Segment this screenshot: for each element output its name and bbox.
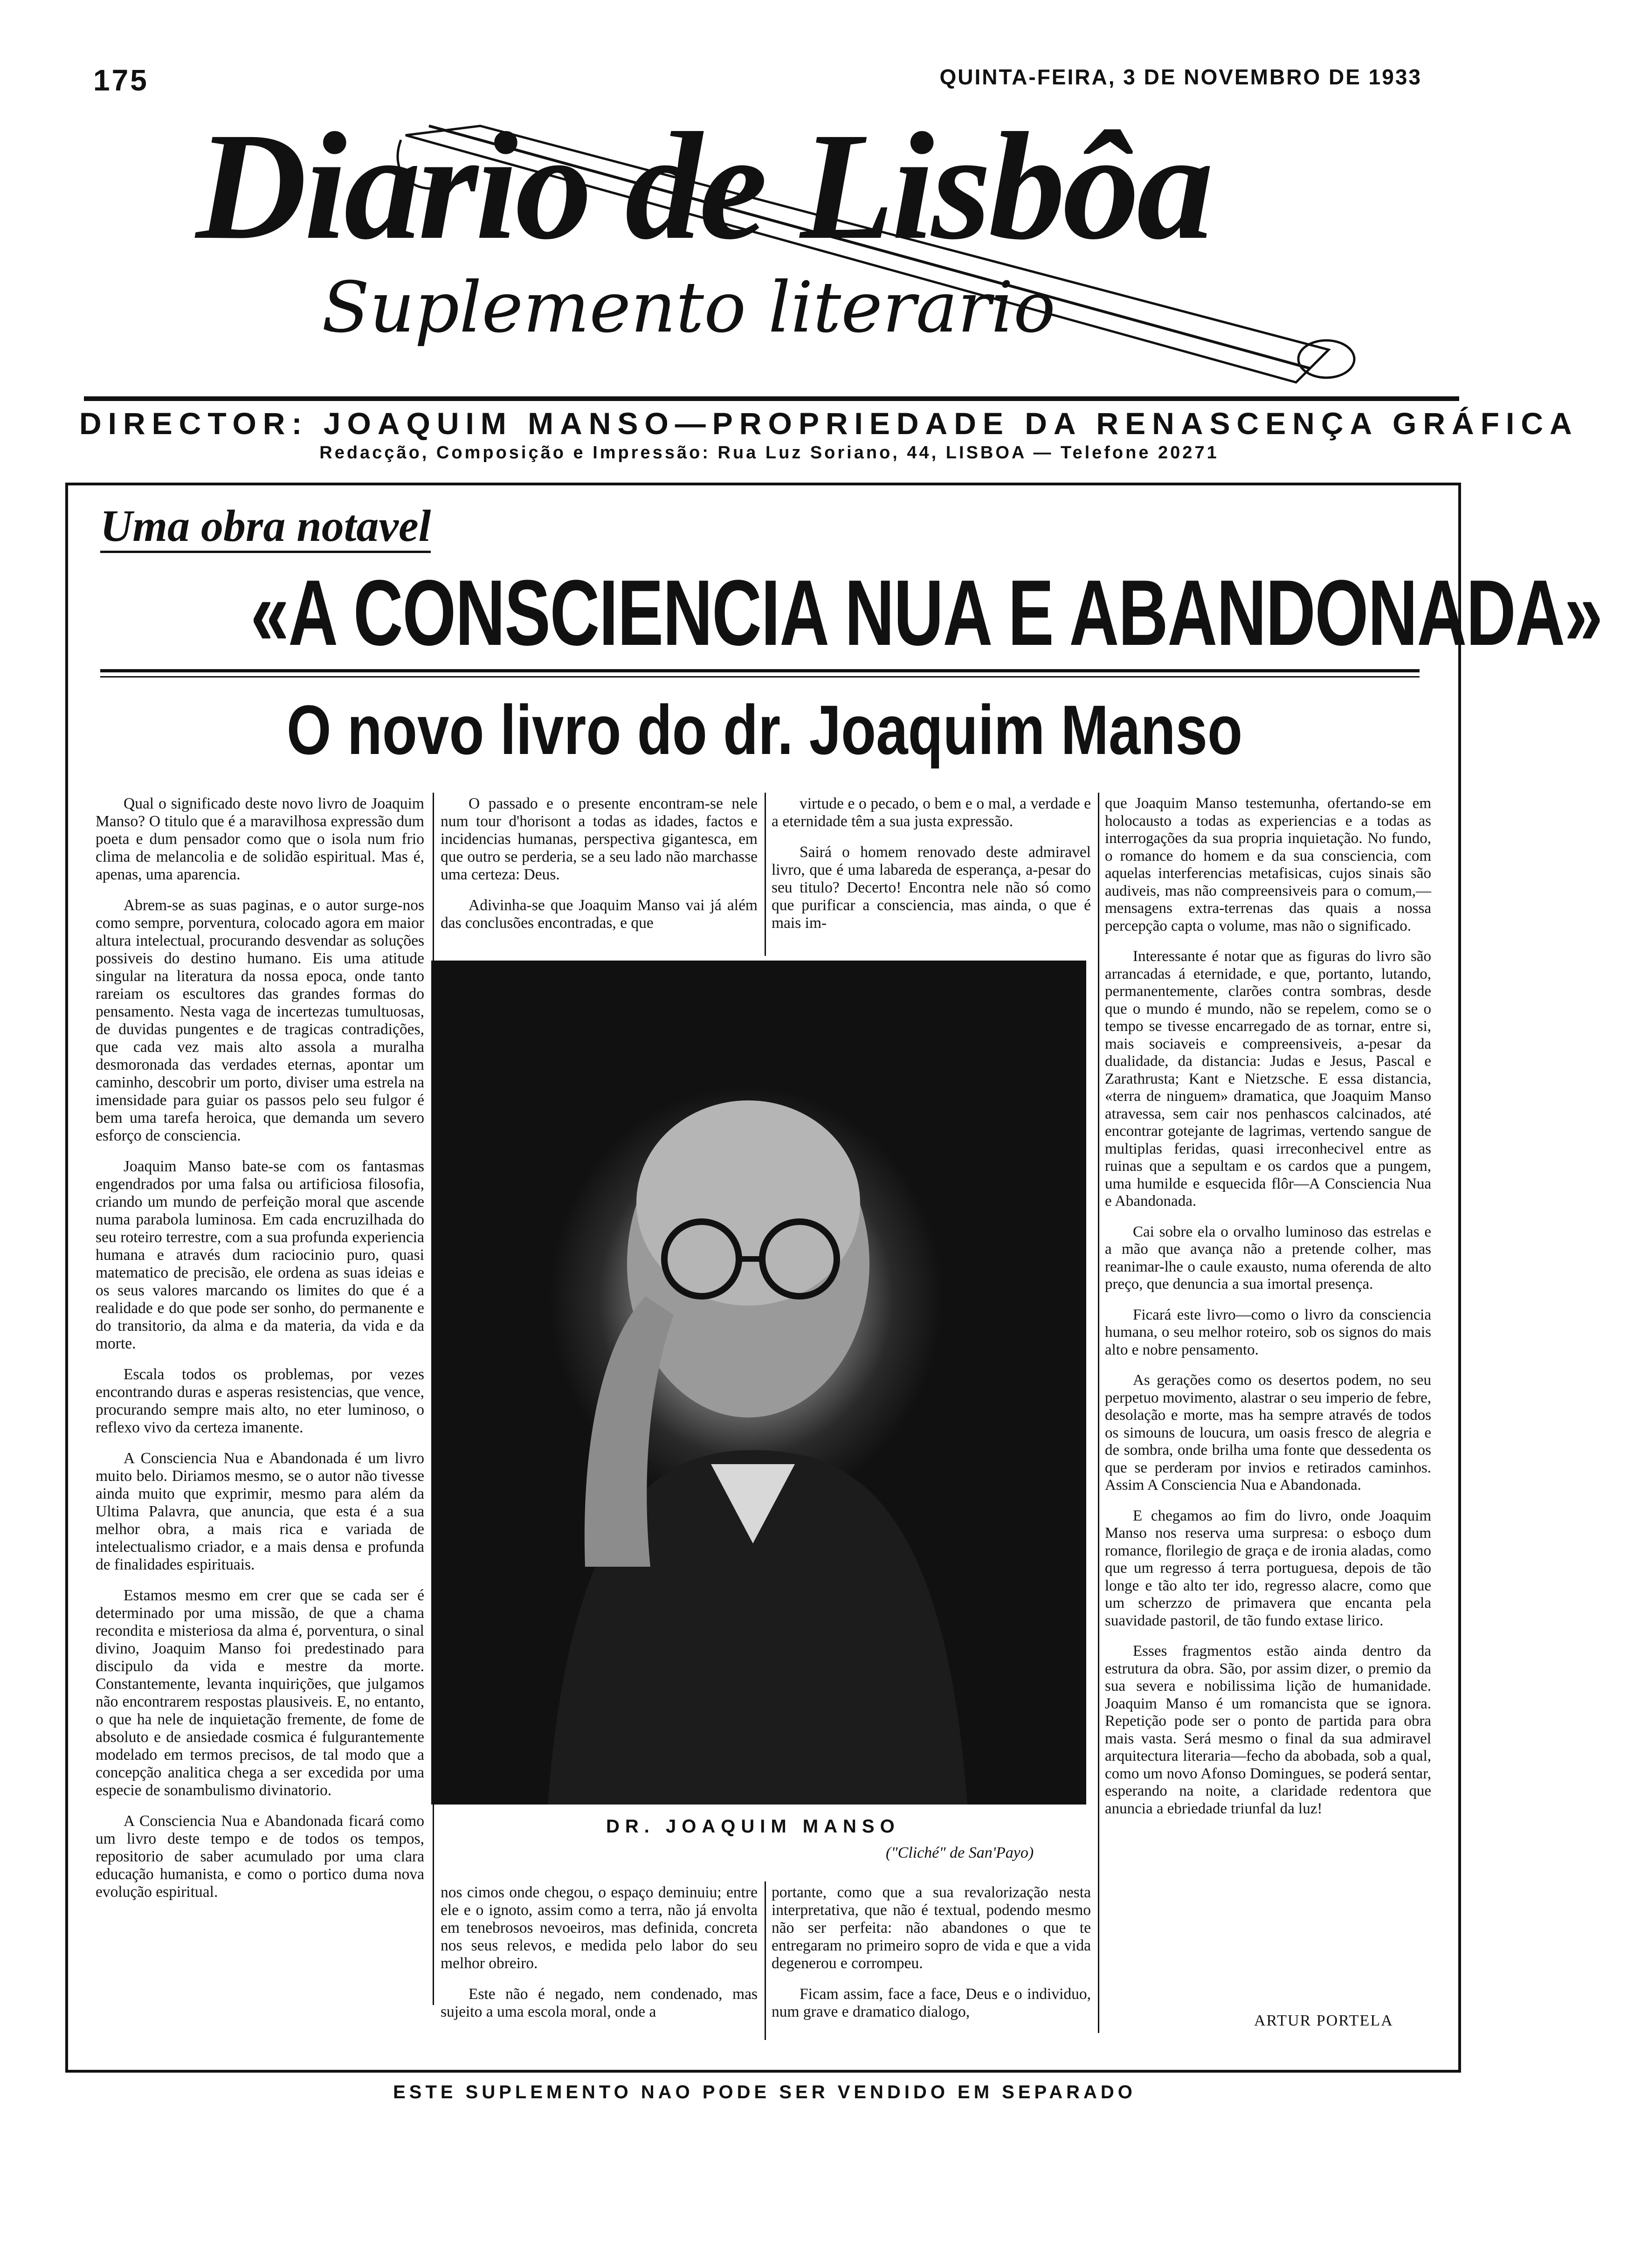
article-column-3-top (772, 795, 1091, 945)
director-line: DIRECTOR: JOAQUIM MANSO—PROPRIEDADE DA RENASCENÇA GRÁFICA (79, 406, 1579, 441)
paragraph: Abrem-se as suas paginas, e o autor surge-nos como sempre, porventura, colocado agora em maior altura intelectual, procurando desvendar as soluções possiveis do destino humano. Eis uma atitude singular na literatura da nossa epoca, onde tanto rareiam os escultores das grandes formas do pensamento. Nesta vaga de incertezas tumultuosas, de duvidas pungentes e de tragicas contradições, que cada vez mais alto assola a muralha desmoronada das verdades eternas, apontar um caminho, descobrir um porto, diviser uma estrela na imensidade para guiar os passos pelo seu fulgor é bem uma tarefa heroica, que demanda um severo esforço de consciencia. (96, 897, 424, 1144)
paragraph: Joaquim Manso bate-se com os fantasmas engendrados por uma falsa ou artificiosa filosofia, criando um mundo de perfeição moral que ascende numa parabola luminosa. Em cada encruzilhada do seu roteiro terrestre, com a sua profunda experiencia humana e através dum raciocinio puro, quasi matematico de precisão, ele ordena as suas ideias e os seus valores marcando os limites do que é a realidade e do que pode ser sonho, do permanente e do transitorio, da alma e da materia, da vida e da morte. (96, 1158, 424, 1352)
paragraph: O passado e o presente encontram-se nele num tour d'horisont a todas as idades, factos e incidencias humanas, perspectiva gigantesca, em que outro se perderia, se a seu lado não marchasse uma certeza: Deus. (441, 795, 758, 883)
column-separator (765, 1881, 766, 2040)
photo-caption: DR. JOAQUIM MANSO (606, 1816, 900, 1837)
paragraph: Adivinha-se que Joaquim Manso vai já além das conclusões encontradas, e que (441, 897, 758, 932)
masthead-title: Diario de Lisbôa (196, 101, 1211, 271)
article-column-3-bottom (772, 1884, 1091, 2034)
portrait-illustration (431, 961, 1086, 1805)
article-column-2-bottom (441, 1884, 758, 2034)
imprint-line: Redacção, Composição e Impressão: Rua Luz Soriano, 44, LISBOA — Telefone 20271 (319, 443, 1219, 463)
article-kicker: Uma obra notavel (100, 501, 431, 553)
column-separator (765, 793, 766, 956)
paragraph: Este não é negado, nem condenado, mas sujeito a uma escola moral, onde a (441, 1985, 758, 2020)
headline-rule (100, 669, 1420, 672)
article-subhead: O novo livro do dr. Joaquim Manso (286, 691, 1243, 769)
paragraph: Qual o significado deste novo livro de Joaquim Manso? O titulo que é a maravilhosa expressão dum poeta e dum pensador como que o isola num frio clima de melancolia e de solidão espiritual. Mas é, apenas, uma aparencia. (96, 795, 424, 883)
paragraph: portante, como que a sua revalorização nesta interpretativa, que não é textual, podendo mesmo não ser perfeita: não abandones o que te entregaram no primeiro sopro de vida e que a vida degenerou e corrompeu. (772, 1884, 1091, 1972)
issue-date: QUINTA-FEIRA, 3 DE NOVEMBRO DE 1933 (939, 65, 1422, 89)
paragraph: As gerações como os desertos podem, no seu perpetuo movimento, alastrar o seu imperio de febre, desolação e morte, mas ha sempre através de todos os simouns de loucura, um oasis fresco de alegria e de sombra, onde brilha uma fonte que dessedenta os que se perderam por invios e retirados caminhos. Assim A Consciencia Nua e Abandonada. (1105, 1372, 1431, 1494)
paragraph: Sairá o homem renovado deste admiravel livro, que é uma labareda de esperança, a-pesar do seu titulo? Decerto! Encontra nele não só como que purificar a consciencia, mas ainda, o que é mais im- (772, 844, 1091, 932)
article-headline: «A CONSCIENCIA NUA E ABANDONADA» (250, 561, 1602, 665)
author-portrait-photo (431, 961, 1086, 1805)
paragraph: Cai sobre ela o orvalho luminoso das estrelas e a mão que avança não a pretende colher, mas reanimar-lhe o caule exausto, numa oferenda de alto preço, que denuncia a sua imortal presença. (1105, 1223, 1431, 1293)
article-column-4 (1105, 795, 1431, 1831)
paragraph: virtude e o pecado, o bem e o mal, a verdade e a eternidade têm a sua justa expressão. (772, 795, 1091, 830)
headline-rule-thin (100, 676, 1420, 678)
column-separator (1098, 793, 1099, 2033)
masthead-rule (84, 396, 1459, 401)
article-column-1 (96, 795, 424, 1914)
page-number: 175 (93, 63, 149, 97)
paragraph: Ficam assim, face a face, Deus e o individuo, num grave e dramatico dialogo, (772, 1985, 1091, 2020)
photo-credit: ("Cliché" de San'Payo) (886, 1844, 1034, 1861)
paragraph: Escala todos os problemas, por vezes encontrando duras e asperas resistencias, que vence, procurando sempre mais alto, no eter luminoso, o reflexo vivo da certeza imanente. (96, 1366, 424, 1436)
footer-notice: ESTE SUPLEMENTO NAO PODE SER VENDIDO EM SEPARADO (393, 2082, 1136, 2102)
paragraph: A Consciencia Nua e Abandonada ficará como um livro deste tempo e de todos os tempos, repositorio de saber acumulado por uma clara educação humanista, e como o portico duma nova evolução espiritual. (96, 1812, 424, 1901)
paragraph: que Joaquim Manso testemunha, ofertando-se em holocausto a todas as experiencias e a todas as interrogações da sua propria inquietação. No fundo, o romance do homem e da sua consciencia, com aquelas interferencias metafisicas, cujos sinais são audiveis, mas não compreensiveis para o comum,—mensagens extra-terrenas das quais a nossa percepção capta o volume, mas não o significado. (1105, 795, 1431, 934)
paragraph: Estamos mesmo em crer que se cada ser é determinado por uma missão, de que a chama recondita e misteriosa da alma é, porventura, o sinal divino, Joaquim Manso foi predestinado para discipulo da vida e mestre da morte. Constantemente, levanta inquirições, que julgamos não encontrarem respostas plausiveis. E, no entanto, o que ha nele de inquietação fremente, de fome de absoluto e de ansiedade cosmica é fulgurantemente modelado em termos precisos, de tal modo que a concepção analitica chega a ser excedida por uma especie de sonambulismo divinatorio. (96, 1587, 424, 1799)
paragraph: Ficará este livro—como o livro da consciencia humana, o seu melhor roteiro, sob os signos do mais alto e nobre pensamento. (1105, 1306, 1431, 1358)
masthead-subtitle: Suplemento literario (322, 267, 1056, 348)
paragraph: Esses fragmentos estão ainda dentro da estrutura da obra. São, por assim dizer, o premio da sua severa e nobilissima lição de humanidade. Joaquim Manso é um romancista que se ignora. Repetição pode ser o ponto de partida para obra mais vasta. Será mesmo o final da sua admiravel arquitectura literaria—fecho da abobada, sob a qual, como um novo Afonso Domingues, se poderá sentar, esperando na noite, a claridade redentora que anuncia a ebriedade triunfal da luz! (1105, 1643, 1431, 1817)
paragraph: E chegamos ao fim do livro, onde Joaquim Manso nos reserva uma surpresa: o esboço dum romance, florilegio de graça e de ironia aladas, como que um regresso á terra portuguesa, depois de tão longe e tão alto ter ido, regresso alacre, como que um scherzzo de primavera que encanta pela suavidade pastoril, de tão fundo extase lirico. (1105, 1507, 1432, 1629)
article-column-2-top (441, 795, 758, 945)
paragraph: Interessante é notar que as figuras do livro são arrancadas á eternidade, e que, portanto, lutando, permanentemente, clarões contra sombras, desde que o mundo é mundo, não se repelem, como se o tempo se tivesse encarregado de as tornar, entre si, mais sociaveis e compreensiveis, a-pesar da dualidade, da distancia: Judas e Jesus, Pascal e Zarathrusta; Kant e Nietzsche. E essa distancia, «terra de ninguem» dramatica, que Joaquim Manso atravessa, sem cair nos penhascos calcinados, até encontrar gotejante de lagrimas, vertendo sangue de multiplas feridas, quasi irreconhecivel entre as ruinas que a sepultam e os cardos que a pungem, uma humilde e esquecida flôr—A Consciencia Nua e Abandonada. (1105, 948, 1431, 1210)
paragraph: nos cimos onde chegou, o espaço deminuiu; entre ele e o ignoto, assim como a terra, não já envolta em tenebrosos nevoeiros, mas definida, concreta nos seus relevos, e medida pelo labor do seu melhor obreiro. (441, 1884, 758, 1972)
paragraph: A Consciencia Nua e Abandonada é um livro muito belo. Diriamos mesmo, se o autor não tivesse ainda muito que exprimir, mesmo para além da Ultima Palavra, que anuncia, que esta é a sua melhor obra, a mais rica e variada de intelectualismo criador, e a mais densa e profunda de finalidades espirituais. (96, 1450, 424, 1573)
author-signature: ARTUR PORTELA (1254, 2012, 1393, 2029)
